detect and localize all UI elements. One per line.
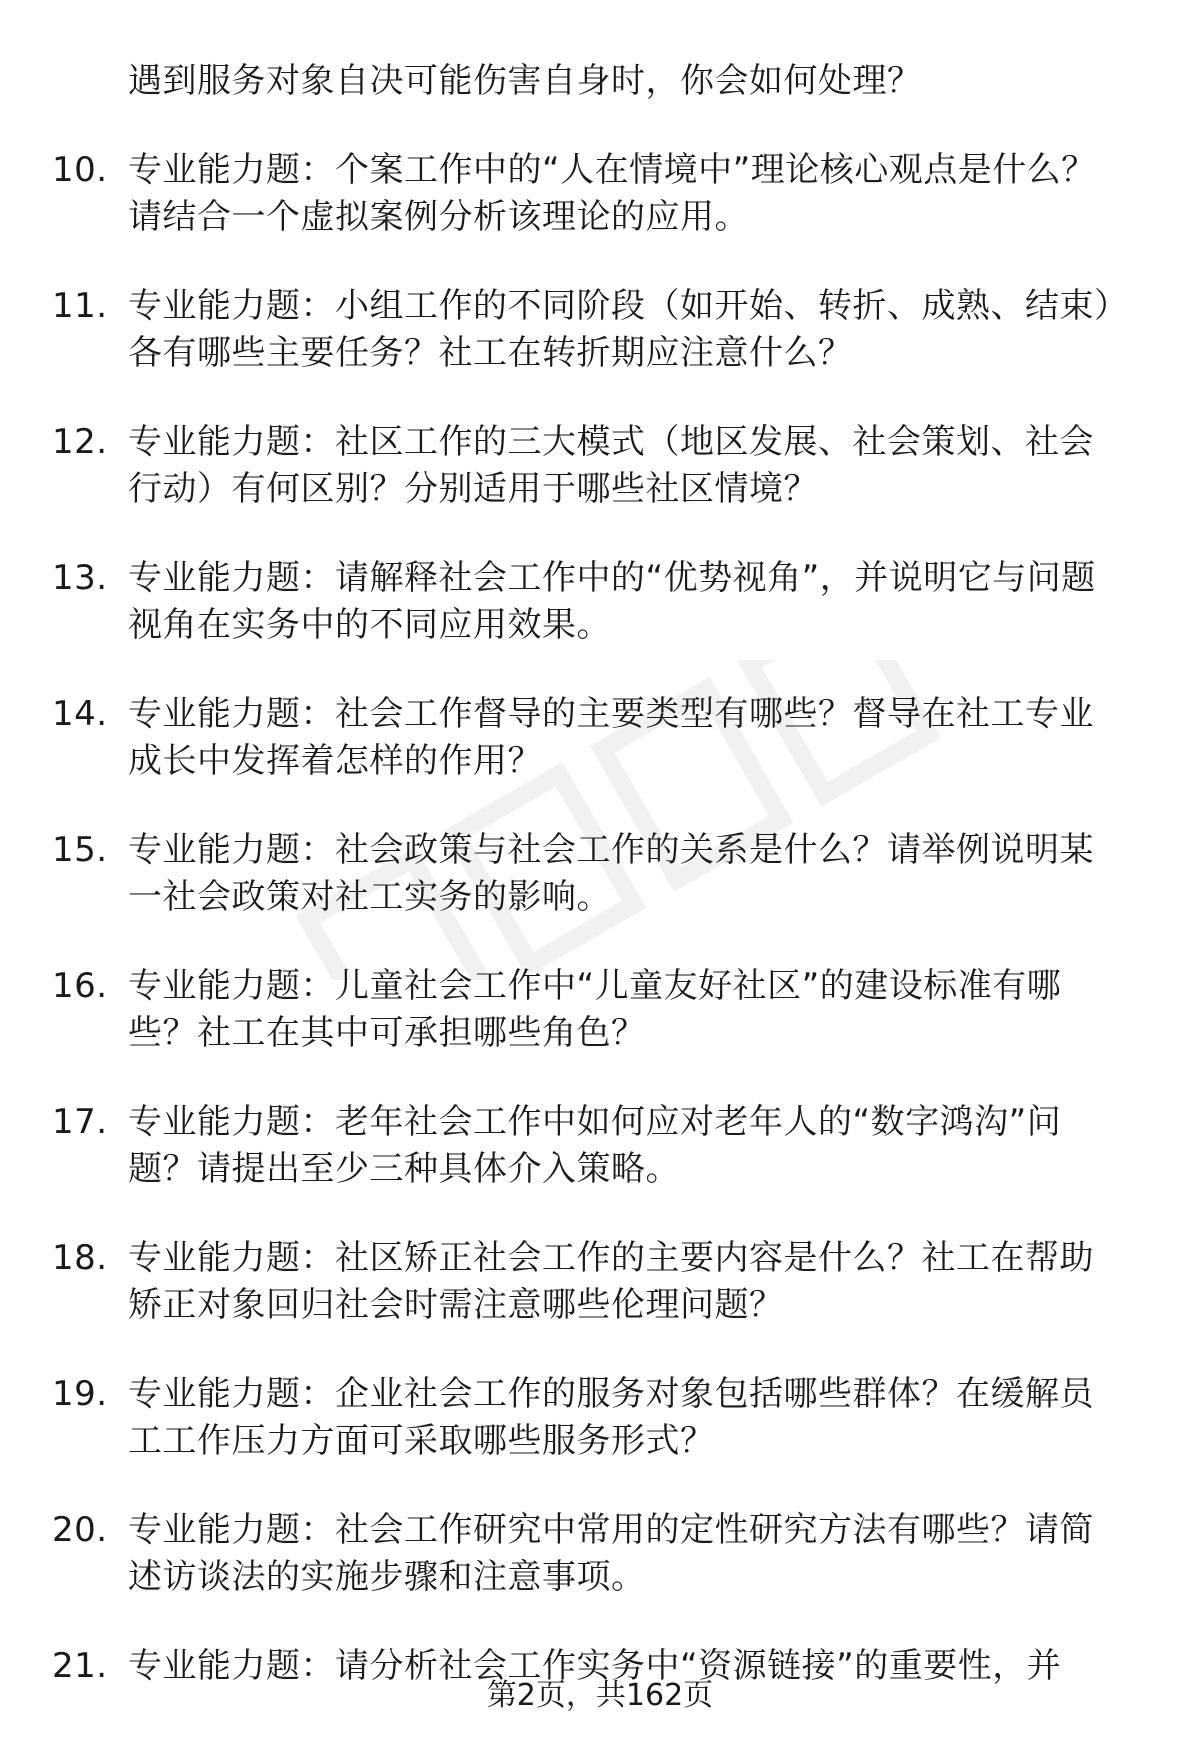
question-number: 14. xyxy=(52,694,108,734)
continuation-text: 遇到服务对象自决可能伤害自身时，你会如何处理？ xyxy=(128,61,922,101)
list-item xyxy=(0,827,1128,921)
question-number: 16. xyxy=(52,966,108,1006)
list-item xyxy=(0,1371,1128,1465)
question-text: 专业能力题：社区矫正社会工作的主要内容是什么？社工在帮助矫正对象回归社会时需注意哪些伦理问题？ xyxy=(128,1238,1094,1325)
question-number: 20. xyxy=(52,1510,108,1550)
question-number: 12. xyxy=(52,422,108,462)
question-text: 专业能力题：社会政策与社会工作的关系是什么？请举例说明某一社会政策对社工实务的影响。 xyxy=(128,830,1094,917)
question-number: 15. xyxy=(52,830,108,870)
question-text: 专业能力题：儿童社会工作中“儿童友好社区”的建设标准有哪些？社工在其中可承担哪些角色？ xyxy=(128,966,1062,1053)
list-item xyxy=(0,1507,1128,1601)
list-item xyxy=(0,147,1128,241)
question-text: 专业能力题：小组工作的不同阶段（如开始、转折、成熟、结束）各有哪些主要任务？社工在转折期应注意什么？ xyxy=(128,286,1112,373)
list-item xyxy=(0,555,1128,649)
list-item xyxy=(0,1235,1128,1329)
list-item xyxy=(0,1099,1128,1193)
question-number: 13. xyxy=(52,558,108,598)
question-text: 专业能力题：个案工作中的“人在情境中”理论核心观点是什么？请结合一个虚拟案例分析该理论的应用。 xyxy=(128,150,1096,237)
question-number: 21. xyxy=(52,1646,108,1686)
question-number: 17. xyxy=(52,1102,108,1142)
question-text: 专业能力题：老年社会工作中如何应对老年人的“数字鸿沟”问题？请提出至少三种具体介入策略。 xyxy=(128,1102,1062,1189)
question-number: 11. xyxy=(52,286,108,326)
question-text: 专业能力题：请解释社会工作中的“优势视角”，并说明它与问题视角在实务中的不同应用效果。 xyxy=(128,558,1096,645)
question-text: 专业能力题：社会工作研究中常用的定性研究方法有哪些？请简述访谈法的实施步骤和注意事项。 xyxy=(128,1510,1094,1597)
list-item xyxy=(0,963,1128,1057)
question-number: 19. xyxy=(52,1374,108,1414)
question-number: 10. xyxy=(52,150,108,190)
question-text: 专业能力题：请分析社会工作实务中“资源链接”的重要性，并 xyxy=(128,1646,1062,1686)
list-item xyxy=(0,691,1128,785)
question-text: 专业能力题：社区工作的三大模式（地区发展、社会策划、社会行动）有何区别？分别适用于哪些社区情境？ xyxy=(128,422,1094,509)
list-item xyxy=(0,283,1128,377)
question-text: 专业能力题：企业社会工作的服务对象包括哪些群体？在缓解员工工作压力方面可采取哪些服务形式？ xyxy=(128,1374,1094,1461)
page-footer: 第2页，共162页 xyxy=(486,1678,714,1713)
question-content xyxy=(0,58,1200,1732)
question-text: 专业能力题：社会工作督导的主要类型有哪些？督导在社工专业成长中发挥着怎样的作用？ xyxy=(128,694,1094,781)
question-number: 18. xyxy=(52,1238,108,1278)
question-list xyxy=(0,147,1200,1690)
list-item xyxy=(0,419,1128,513)
